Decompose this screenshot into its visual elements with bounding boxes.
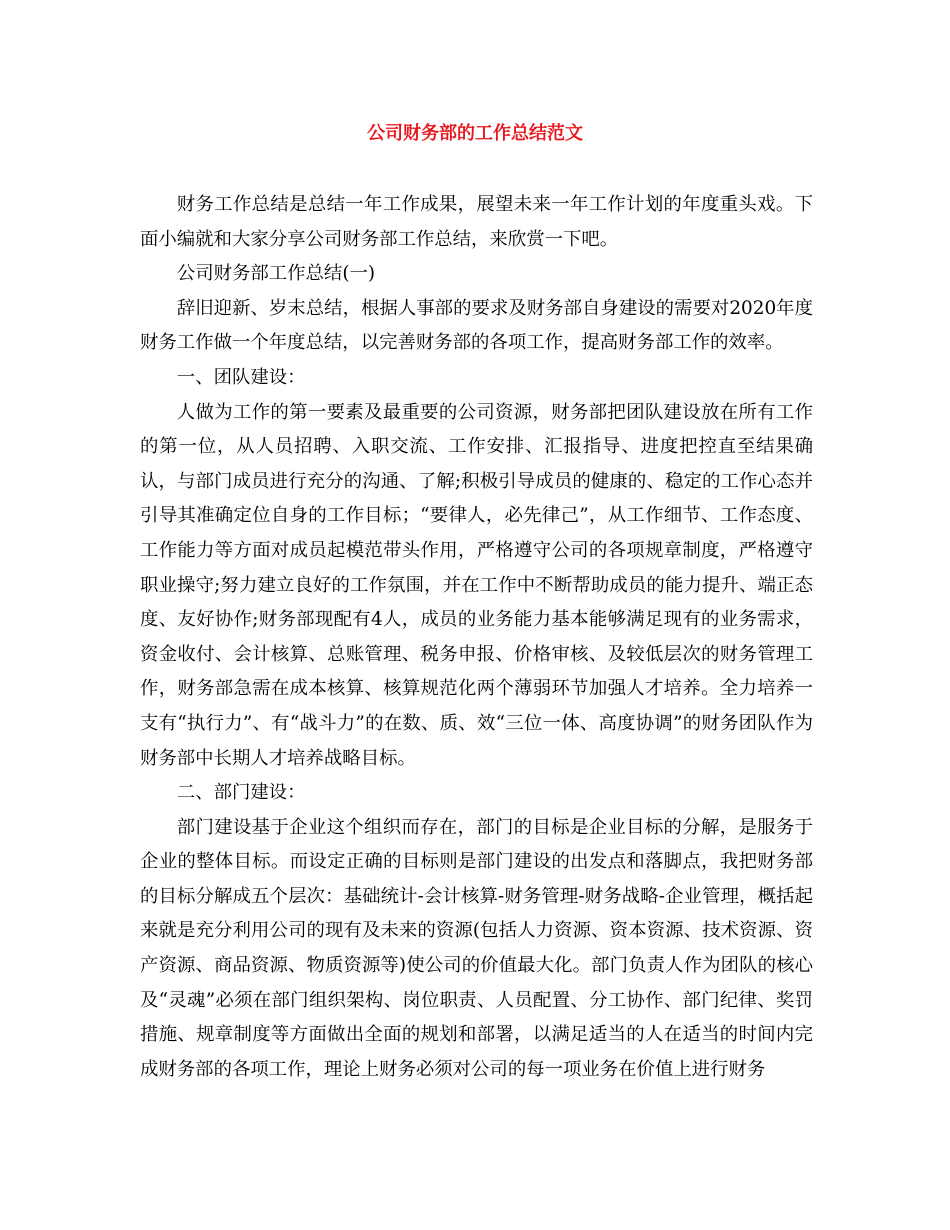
section-heading-department-building: 二、部门建设： <box>176 782 306 804</box>
paragraph-overview: 辞旧迎新、岁末总结，根据人事部的要求及财务部自身建设的需要对2020年度财务工作做一个年度总结，以完善财务部的各项工作，提高财务部工作的效率。 <box>140 297 813 354</box>
paragraph-team-building: 人做为工作的第一要素及最重要的公司资源，财务部把团队建设放在所有工作的第一位，从人员招聘、入职交流、工作安排、汇报指导、进度把控直至结果确认，与部门成员进行充分的沟通、了解;积极引导成员的健康的、稳定的工作心态并引导其准确定位自身的工作目标；“要律人，必先律己”，从工作细节、工作态度、工作能力等方面对成员起模范带头作用，严格遵守公司的各项规章制度，严格遵守职业操守;努力建立良好的工作氛围，并在工作中不断帮助成员的能力提升、端正态度、友好协作;财务部现配有4人，成员的业务能力基本能够满足现有的业务需求，资金收付、会计核算、总账管理、税务申报、价格审核、及较低层次的财务管理工作，财务部急需在成本核算、核算规范化两个薄弱环节加强人才培养。全力培养一支有“执行力”、有“战斗力”的在数、质、效“三位一体、高度协调”的财务团队作为财务部中长期人才培养战略目标。 <box>140 401 813 769</box>
document-title: 公司财务部的工作总结范文 <box>367 123 583 144</box>
paragraph-department-building: 部门建设基于企业这个组织而存在，部门的目标是企业目标的分解，是服务于企业的整体目标。而设定正确的目标则是部门建设的出发点和落脚点，我把财务部的目标分解成五个层次：基础统计-会计核算-财务管理-财务战略-企业管理，概括起来就是充分利用公司的现有及未来的资源(包括人力资源、资本资源、技术资源、资产资源、商品资源、物质资源等)使公司的价值最大化。部门负责人作为团队的核心及“灵魂”必须在部门组织架构、岗位职责、人员配置、分工协作、部门纪律、奖罚措施、规章制度等方面做出全面的规划和部署，以满足适当的人在适当的时间内完成财务部的各项工作，理论上财务必须对公司的每一项业务在价值上进行财务 <box>140 816 813 1080</box>
section-heading-summary-one: 公司财务部工作总结(一) <box>176 263 376 285</box>
paragraph-intro: 财务工作总结是总结一年工作成果，展望未来一年工作计划的年度重头戏。下面小编就和大家分享公司财务部工作总结，来欣赏一下吧。 <box>140 194 813 250</box>
section-heading-team-building: 一、团队建设： <box>176 366 306 388</box>
document-body <box>140 188 813 1087</box>
